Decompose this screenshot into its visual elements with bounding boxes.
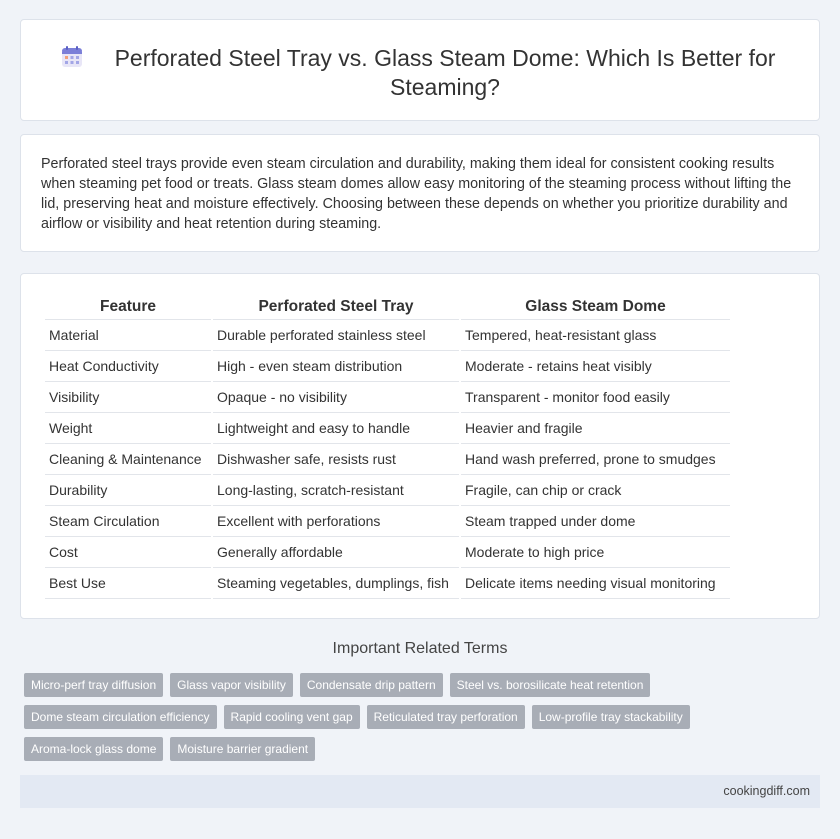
table-row — [45, 382, 730, 413]
table-cell: Material — [45, 320, 211, 351]
table-cell: Steaming vegetables, dumplings, fish — [213, 568, 459, 599]
header-feature: Feature — [45, 295, 211, 320]
table-row — [45, 475, 730, 506]
table-cell: Best Use — [45, 568, 211, 599]
table-row — [45, 506, 730, 537]
table-row — [45, 413, 730, 444]
related-tag[interactable]: Glass vapor visibility — [170, 673, 293, 697]
table-cell: Steam trapped under dome — [461, 506, 730, 537]
table-cell: Transparent - monitor food easily — [461, 382, 730, 413]
tag-row — [24, 737, 315, 761]
related-tag[interactable]: Reticulated tray perforation — [367, 705, 525, 729]
table-cell: Heavier and fragile — [461, 413, 730, 444]
table-cell: Tempered, heat-resistant glass — [461, 320, 730, 351]
related-terms-heading: Important Related Terms — [332, 640, 508, 657]
header-glass-dome: Glass Steam Dome — [461, 295, 730, 320]
title-card — [20, 19, 820, 121]
related-tag[interactable]: Moisture barrier gradient — [170, 737, 315, 761]
table-cell: Hand wash preferred, prone to smudges — [461, 444, 730, 475]
comparison-table — [43, 295, 732, 599]
table-cell: Cleaning & Maintenance — [45, 444, 211, 475]
footer-site-link[interactable]: cookingdiff.com — [723, 784, 810, 798]
table-cell: Durable perforated stainless steel — [213, 320, 459, 351]
table-cell: Excellent with perforations — [213, 506, 459, 537]
table-row — [45, 320, 730, 351]
table-cell: High - even steam distribution — [213, 351, 459, 382]
page-title: Perforated Steel Tray vs. Glass Steam Dome: Which Is Better for Steaming? — [114, 45, 776, 100]
table-cell: Lightweight and easy to handle — [213, 413, 459, 444]
table-cell: Heat Conductivity — [45, 351, 211, 382]
footer — [20, 775, 820, 808]
table-cell: Long-lasting, scratch-resistant — [213, 475, 459, 506]
table-row — [45, 444, 730, 475]
table-cell: Generally affordable — [213, 537, 459, 568]
table-header-row — [45, 295, 730, 320]
related-tag[interactable]: Condensate drip pattern — [300, 673, 443, 697]
table-cell: Weight — [45, 413, 211, 444]
table-cell: Cost — [45, 537, 211, 568]
related-tag[interactable]: Micro-perf tray diffusion — [24, 673, 163, 697]
related-tag[interactable]: Dome steam circulation efficiency — [24, 705, 217, 729]
table-cell: Fragile, can chip or crack — [461, 475, 730, 506]
tag-row — [24, 673, 650, 697]
table-cell: Visibility — [45, 382, 211, 413]
header-steel-tray: Perforated Steel Tray — [213, 295, 459, 320]
table-row — [45, 351, 730, 382]
tag-row — [24, 705, 690, 729]
related-tag[interactable]: Steel vs. borosilicate heat retention — [450, 673, 651, 697]
related-tag[interactable]: Rapid cooling vent gap — [224, 705, 360, 729]
table-cell: Opaque - no visibility — [213, 382, 459, 413]
related-tag[interactable]: Low-profile tray stackability — [532, 705, 690, 729]
table-row — [45, 568, 730, 599]
table-cell: Steam Circulation — [45, 506, 211, 537]
intro-paragraph: Perforated steel trays provide even steam circulation and durability, making them ideal for consistent cooking results when steaming pet food or treats. Glass steam domes allow easy monitoring of the steaming process without lifting the lid, preserving heat and moisture effectively. Choosing between these depends on whether you prioritize durability and airflow or visibility and heat retention during steaming. — [41, 156, 792, 232]
table-cell: Moderate to high price — [461, 537, 730, 568]
intro-card — [20, 134, 820, 252]
table-row — [45, 537, 730, 568]
table-cell: Delicate items needing visual monitoring — [461, 568, 730, 599]
table-cell: Dishwasher safe, resists rust — [213, 444, 459, 475]
comparison-card — [20, 273, 820, 619]
related-tag[interactable]: Aroma-lock glass dome — [24, 737, 163, 761]
table-cell: Moderate - retains heat visibly — [461, 351, 730, 382]
table-cell: Durability — [45, 475, 211, 506]
